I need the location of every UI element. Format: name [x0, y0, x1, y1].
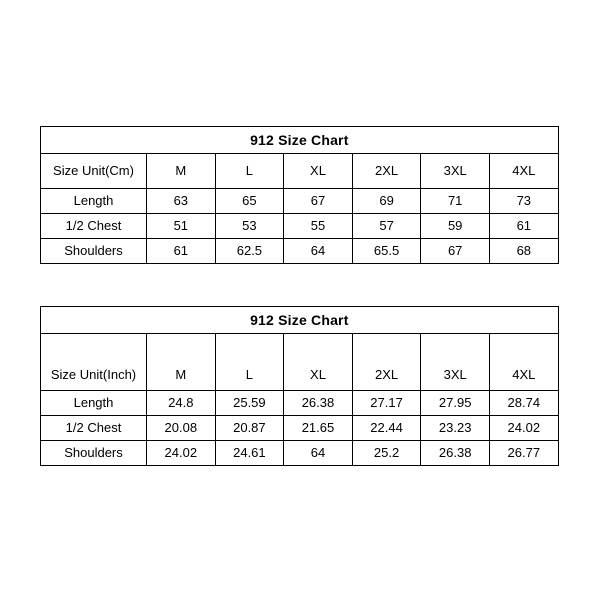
- cell-shoulders-m: 61: [147, 239, 216, 264]
- column-header-4xl: 4XL: [489, 154, 558, 189]
- column-header-l: [215, 334, 284, 391]
- cell-half-chest-4xl: 24.02: [489, 416, 558, 441]
- unit-label-text: Size Unit(Inch): [50, 367, 137, 382]
- column-header-2xl: 2XL: [352, 154, 421, 189]
- table-row: [41, 189, 559, 214]
- column-header-l-text: L: [245, 367, 253, 382]
- cell-shoulders-2xl: 25.2: [352, 441, 421, 466]
- cell-half-chest-l: 20.87: [215, 416, 284, 441]
- row-label-length: Length: [41, 391, 147, 416]
- cell-half-chest-4xl: 61: [489, 214, 558, 239]
- cell-half-chest-2xl: 57: [352, 214, 421, 239]
- column-header-4xl-text: 4XL: [512, 367, 536, 382]
- cell-length-3xl: 27.95: [421, 391, 490, 416]
- column-header-3xl: [421, 334, 490, 391]
- table-title-row: [41, 307, 559, 334]
- cell-length-m: 24.8: [147, 391, 216, 416]
- column-header-l: L: [215, 154, 284, 189]
- cell-length-m: 63: [147, 189, 216, 214]
- column-header-3xl-text: 3XL: [443, 367, 467, 382]
- column-header-2xl: [352, 334, 421, 391]
- column-header-2xl-text: 2XL: [375, 367, 399, 382]
- column-header-m: M: [147, 154, 216, 189]
- cell-shoulders-4xl: 68: [489, 239, 558, 264]
- table-row: [41, 441, 559, 466]
- cell-length-2xl: 27.17: [352, 391, 421, 416]
- column-header-m: [147, 334, 216, 391]
- size-chart-inch: [40, 306, 558, 466]
- chart-title: 912 Size Chart: [41, 127, 559, 154]
- column-header-xl: XL: [284, 154, 353, 189]
- cell-shoulders-xl: 64: [284, 239, 353, 264]
- cell-length-2xl: 69: [352, 189, 421, 214]
- column-header-m-text: M: [175, 367, 187, 382]
- cell-shoulders-xl: 64: [284, 441, 353, 466]
- table-row: [41, 214, 559, 239]
- cell-shoulders-l: 24.61: [215, 441, 284, 466]
- row-label-half-chest: 1/2 Chest: [41, 214, 147, 239]
- size-table-cm: [40, 126, 559, 264]
- cell-shoulders-3xl: 26.38: [421, 441, 490, 466]
- cell-shoulders-2xl: 65.5: [352, 239, 421, 264]
- size-chart-cm: [40, 126, 558, 264]
- cell-shoulders-3xl: 67: [421, 239, 490, 264]
- cell-length-4xl: 28.74: [489, 391, 558, 416]
- column-header-4xl: [489, 334, 558, 391]
- cell-shoulders-4xl: 26.77: [489, 441, 558, 466]
- cell-length-4xl: 73: [489, 189, 558, 214]
- row-label-length: Length: [41, 189, 147, 214]
- cell-half-chest-3xl: 23.23: [421, 416, 490, 441]
- table-row: [41, 391, 559, 416]
- table-row: [41, 239, 559, 264]
- table-title-row: [41, 127, 559, 154]
- table-header-row: [41, 334, 559, 391]
- cell-half-chest-xl: 21.65: [284, 416, 353, 441]
- cell-length-l: 65: [215, 189, 284, 214]
- column-header-xl-text: XL: [310, 367, 326, 382]
- cell-shoulders-l: 62.5: [215, 239, 284, 264]
- row-label-half-chest: 1/2 Chest: [41, 416, 147, 441]
- cell-half-chest-m: 20.08: [147, 416, 216, 441]
- unit-label: Size Unit(Cm): [41, 154, 147, 189]
- row-label-shoulders: Shoulders: [41, 239, 147, 264]
- chart-title: 912 Size Chart: [41, 307, 559, 334]
- cell-half-chest-l: 53: [215, 214, 284, 239]
- cell-length-xl: 26.38: [284, 391, 353, 416]
- table-row: [41, 416, 559, 441]
- cell-shoulders-m: 24.02: [147, 441, 216, 466]
- cell-half-chest-2xl: 22.44: [352, 416, 421, 441]
- cell-length-xl: 67: [284, 189, 353, 214]
- cell-half-chest-3xl: 59: [421, 214, 490, 239]
- cell-half-chest-xl: 55: [284, 214, 353, 239]
- cell-length-l: 25.59: [215, 391, 284, 416]
- column-header-xl: [284, 334, 353, 391]
- cell-length-3xl: 71: [421, 189, 490, 214]
- row-label-shoulders: Shoulders: [41, 441, 147, 466]
- cell-half-chest-m: 51: [147, 214, 216, 239]
- size-table-inch: [40, 306, 559, 466]
- table-header-row: [41, 154, 559, 189]
- column-header-3xl: 3XL: [421, 154, 490, 189]
- unit-label: [41, 334, 147, 391]
